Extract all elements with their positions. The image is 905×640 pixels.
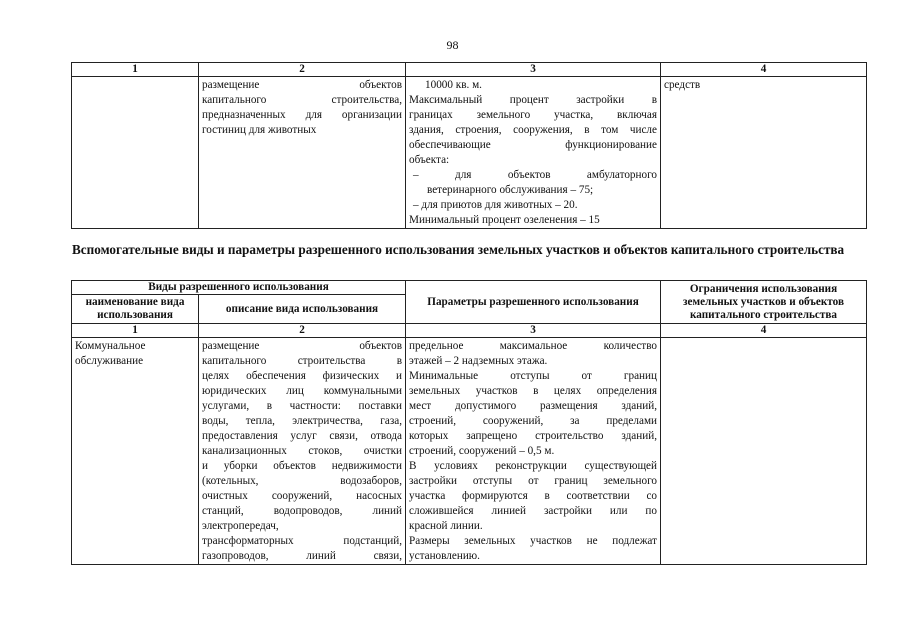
col-number-3: 3 bbox=[406, 63, 661, 77]
col-number-2: 2 bbox=[199, 63, 406, 77]
header-parameters: Параметры разрешенного использования bbox=[406, 281, 661, 324]
section-heading: Вспомогательные виды и параметры разрешенного использования земельных участков и объектов капитального строительства bbox=[72, 242, 845, 257]
parameters-cell: предельное максимальное количество этажей – 2 надземных этажа. Минимальные отступы от границ земельных участков в целях определения мест допустимого размещения зданий, строений, сооружений, за пределами которых запрещено строительство зданий, строений, сооружений – 0,5 м. В условиях реконструкции существующей застройки отступы от границ земельного участка формируются в соответствии со сложившейся линией застройки или по красной линии. Размеры земельных участков не подлежат установлению. bbox=[406, 338, 661, 565]
col-number-4: 4 bbox=[661, 63, 867, 77]
continuation-table bbox=[71, 62, 867, 229]
header-use-name: наименование вида использования bbox=[72, 295, 199, 324]
use-description-cell: размещение объектов капитального строительства в целях обеспечения физических и юридических лиц коммунальными услугами, в частности: поставки воды, тепла, электричества, газа, предоставления услуг связи, отвода канализационных стоков, очистки и уборки объектов недвижимости (котельных, водозаборов, очистных сооружений, насосных станций, водопроводов, линий электропередач, трансформаторных подстанций, газопроводов, линий связи, bbox=[199, 338, 406, 565]
empty-cell bbox=[72, 77, 199, 229]
use-description-cell: размещение объектов капитального строительства, предназначенных для организации гостиниц для животных bbox=[199, 77, 406, 229]
limits-cell bbox=[661, 338, 867, 565]
auxiliary-uses-table bbox=[71, 280, 867, 565]
page-number: 98 bbox=[446, 38, 459, 52]
parameters-cell: 10000 кв. м. Максимальный процент застройки в границах земельного участка, включая здания, строения, сооружения, в том числе обеспечивающие функционирование объекта: – для объектов амбулаторного ветеринарного обслуживания – 75; – для приютов для животных – 20. Минимальный процент озеленения – 15 bbox=[406, 77, 661, 229]
col-number-3: 3 bbox=[406, 324, 661, 338]
header-uses-group: Виды разрешенного использования bbox=[72, 281, 406, 295]
header-limits: Ограничения использования земельных участков и объектов капитального строительства bbox=[661, 281, 867, 324]
col-number-2: 2 bbox=[199, 324, 406, 338]
use-name-cell: Коммунальное обслуживание bbox=[72, 338, 199, 565]
header-use-description: описание вида использования bbox=[199, 295, 406, 324]
limits-cell: средств bbox=[661, 77, 867, 229]
col-number-1: 1 bbox=[72, 324, 199, 338]
col-number-1: 1 bbox=[72, 63, 199, 77]
col-number-4: 4 bbox=[661, 324, 867, 338]
